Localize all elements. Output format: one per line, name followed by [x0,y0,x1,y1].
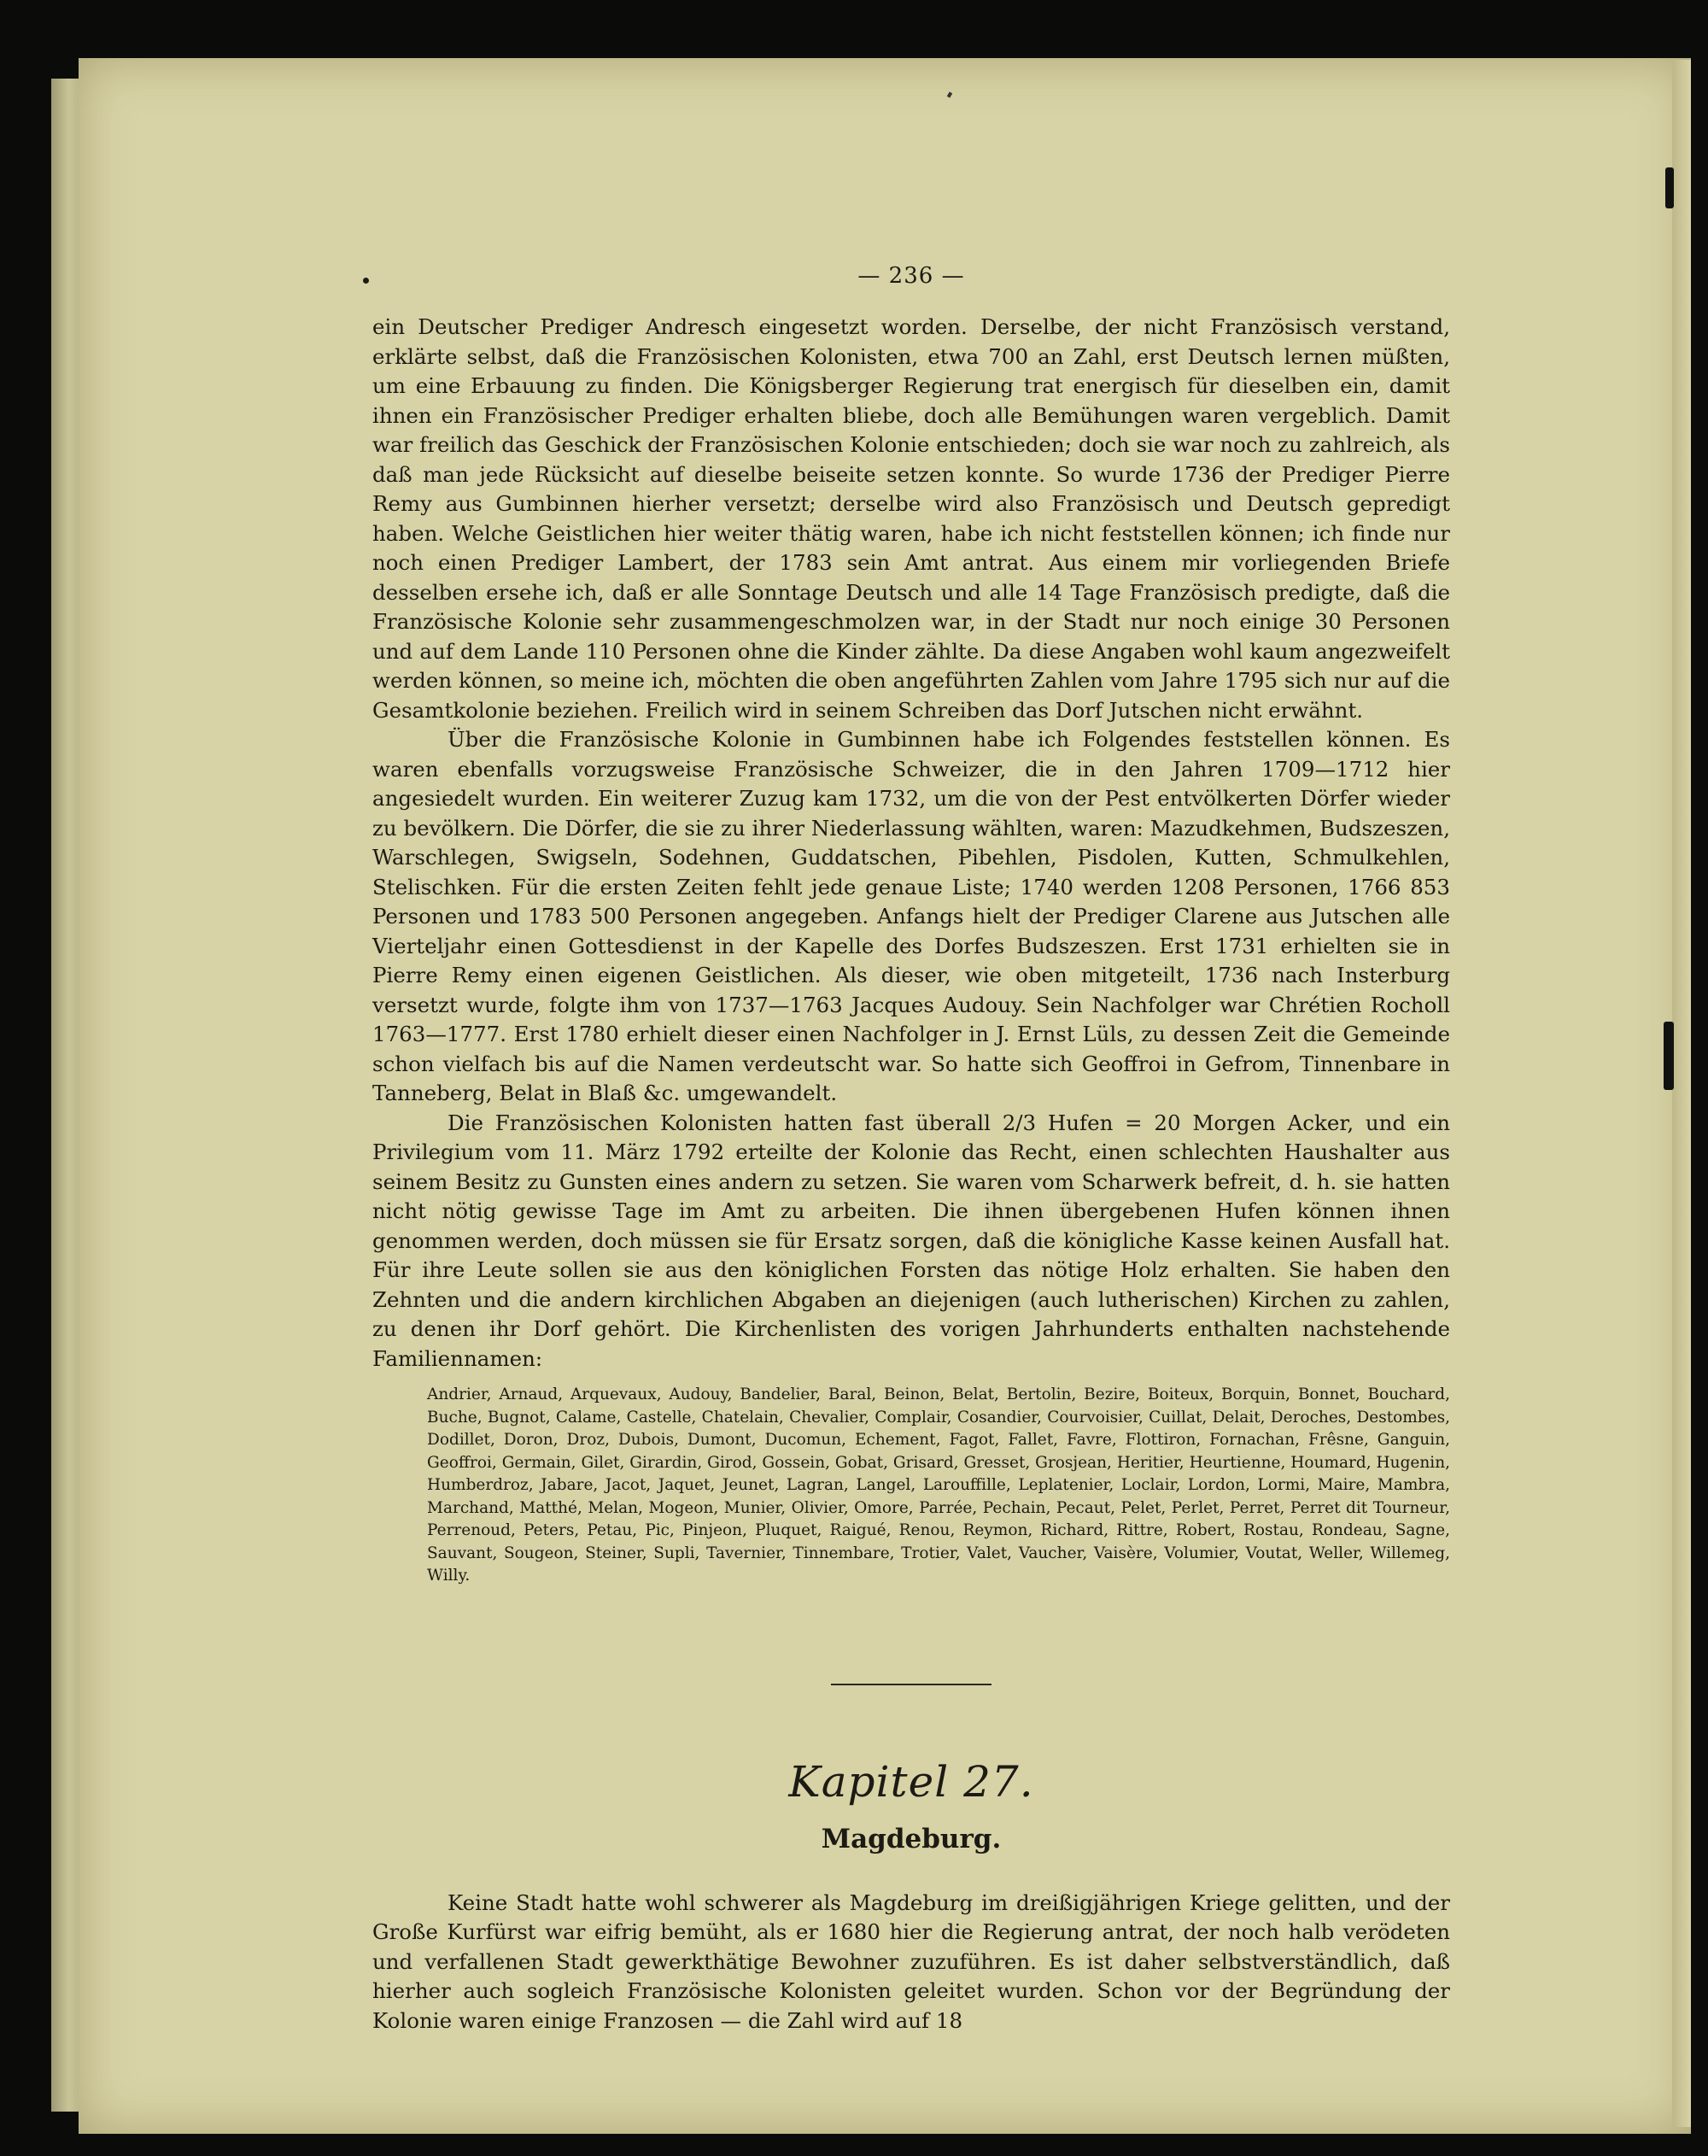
chapter-title: Kapitel 27. [788,1756,1034,1807]
ink-dot [363,278,369,284]
body-paragraph: Die Französischen Kolonisten hatten fast überall 2/3 Hufen = 20 Morgen Acker, und ein Privilegium vom 11. März 1792 erteilte der Kolonie das Recht, einen schlechten Haushalter aus seinem Besitz zu Gunsten eines andern zu setzen. Sie waren vom Scharwerk befreit, d. h. sie hatten nicht nötig gewisse Tage im Amt zu arbeiten. Die ihnen übergebenen Hufen können ihnen genommen werden, doch müssen sie für Ersatz sorgen, daß die königliche Kasse keinen Ausfall hat. Für ihre Leute sollen sie aus den königlichen Forsten das nötige Holz erhalten. Sie haben den Zehnten und die andern kirchlichen Abgaben an diejenigen (auch lutherischen) Kirchen zu zahlen, zu denen ihr Dorf gehört. Die Kirchenlisten des vorigen Jahrhunderts enthalten nachstehende Familiennamen: [372,1110,1450,1371]
binding-clip [1664,1022,1674,1090]
chapter-subtitle: Magdeburg. [821,1823,1002,1854]
family-names-list: Andrier, Arnaud, Arquevaux, Audouy, Bandelier, Baral, Beinon, Belat, Bertolin, Bezire, Boiteux, Borquin, Bonnet, Bouchard, Buche, Bugnot, Calame, Castelle, Chatelain, Chevalier, Complair, Cosandier, Courvoisier, Cuillat, Delait, Deroches, Destombes, Dodillet, Doron, Droz, Dubois, Dumont, Ducomun, Echement, Fagot, Fallet, Favre, Flottiron, Fornachan, Frêsne, Ganguin, Geoffroi, Germain, Gilet, Girardin, Girod, Gossein, Gobat, Grisard, Gresset, Grosjean, Heritier, Heurtienne, Houmard, Hugenin, Humberdroz, Jabare, Jacot, Jaquet, Jeunet, Lagran, Langel, Larouffille, Leplatenier, Loclair, Lordon, Lormi, Maire, Mambra, Marchand, Matthé, Melan, Mogeon, Munier, Olivier, Omore, Parrée, Pechain, Pecaut, Pelet, Perlet, Perret, Perret dit Tourneur, Perrenoud, Peters, Petau, Pic, Pinjeon, Pluquet, Raigué, Renou, Reymon, Richard, Rittre, Robert, Rostau, Rondeau, Sagne, Sauvant, Sougeon, Steiner, Supli, Tavernier, Tinnembare, Trotier, Valet, Vaucher, Vaisère, Volumier, Voutat, Weller, Willemeg, Willy. [427,1386,1450,1585]
binding-clip [1665,167,1674,208]
section-divider [831,1684,991,1685]
page-right-edge [1672,60,1691,2127]
chapter-paragraph: Keine Stadt hatte wohl schwerer als Magdeburg im dreißigjährigen Kriege gelitten, und der Große Kurfürst war eifrig bemüht, als er 1680 hier die Regierung antrat, der noch halb verödeten und verfallenen Stadt gewerkthätige Bewohner zuzuführen. Es ist daher selbstverständlich, daß hierher auch sogleich Französische Kolonisten geleitet wurden. Schon vor der Begründung der Kolonie waren einige Franzosen — die Zahl wird auf 18 [372,1889,1450,2033]
page-number: — 236 — [857,263,965,289]
body-paragraph: ein Deutscher Prediger Andresch eingesetzt worden. Derselbe, der nicht Französisch verstand, erklärte selbst, daß die Französischen Kolonisten, etwa 700 an Zahl, erst Deutsch lernen müßten, um eine Erbauung zu finden. Die Königsberger Regierung trat energisch für dieselben ein, damit ihnen ein Französischer Prediger erhalten bliebe, doch alle Bemühungen waren vergeblich. Damit war freilich das Geschick der Französischen Kolonie entschieden; doch sie war noch zu zahlreich, als daß man jede Rücksicht auf dieselbe beiseite setzen konnte. So wurde 1736 der Prediger Pierre Remy aus Gumbinnen hierher versetzt; derselbe wird also Französisch und Deutsch gepredigt haben. Welche Geistlichen hier weiter thätig waren, habe ich nicht feststellen können; ich finde nur noch einen Prediger Lambert, der 1783 sein Amt antrat. Aus einem mir vorliegenden Briefe desselben ersehe ich, daß er alle Sonntage Deutsch und alle 14 Tage Französisch predigte, daß die Französische Kolonie sehr zusammengeschmolzen war, in der Stadt nur noch einige 30 Personen und auf dem Lande 110 Personen ohne die Kinder zählte. Da diese Angaben wohl kaum angezweifelt werden können, so meine ich, möchten die oben angeführten Zahlen vom Jahre 1795 sich nur auf die Gesamtkolonie beziehen. Freilich wird in seinem Schreiben das Dorf Jutschen nicht erwähnt. [372,314,1450,723]
body-paragraph: Über die Französische Kolonie in Gumbinnen habe ich Folgendes feststellen können. Es waren ebenfalls vorzugsweise Französische Schweizer, die in den Jahren 1709—1712 hier angesiedelt wurden. Ein weiterer Zuzug kam 1732, um die von der Pest entvölkerten Dörfer wieder zu bevölkern. Die Dörfer, die sie zu ihrer Niederlassung wählten, waren: Mazudkehmen, Budszeszen, Warschlegen, Swigseln, Sodehnen, Guddatschen, Pibehlen, Pisdolen, Kutten, Schmulkehlen, Stelischken. Für die ersten Zeiten fehlt jede genaue Liste; 1740 werden 1208 Personen, 1766 853 Personen und 1783 500 Personen angegeben. Anfangs hielt der Prediger Clarene aus Jutschen alle Vierteljahr einen Gottesdienst in der Kapelle des Dorfes Budszeszen. Erst 1731 erhielten sie in Pierre Remy einen eigenen Geistlichen. Als dieser, wie oben mitgeteilt, 1736 nach Insterburg versetzt wurde, folgte ihm von 1737—1763 Jacques Audouy. Sein Nachfolger war Chrétien Rocholl 1763—1777. Erst 1780 erhielt dieser einen Nachfolger in J. Ernst Lüls, zu dessen Zeit die Gemeinde schon vielfach bis auf die Namen verdeutscht war. So hatte sich Geoffroi in Gefrom, Tinnenbare in Tanneberg, Belat in Blaß &c. umgewandelt. [372,727,1450,1105]
page-content [372,253,1450,2036]
